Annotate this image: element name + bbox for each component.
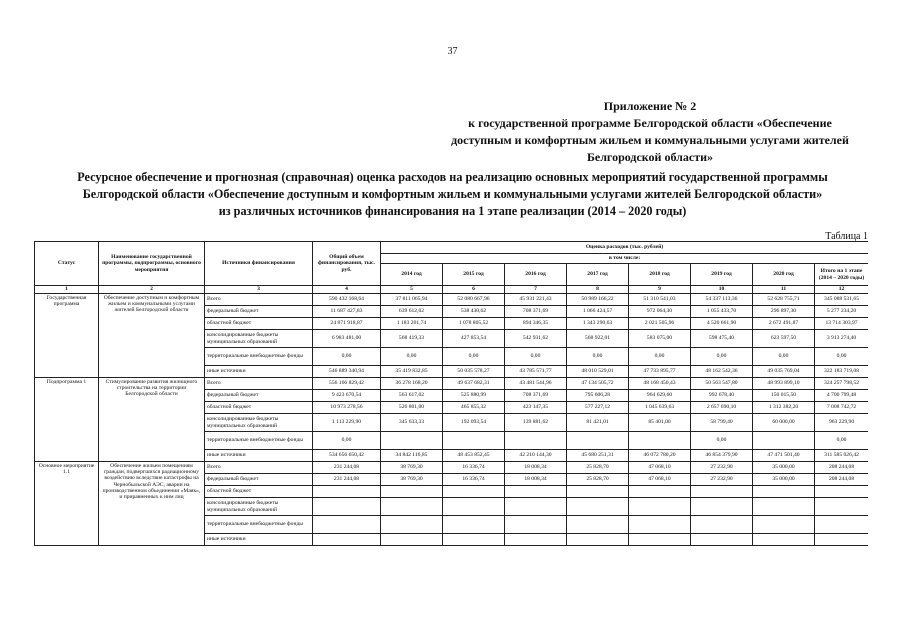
cell-stage-total — [815, 486, 869, 498]
column-number: 10 — [691, 286, 753, 294]
row-source: иные источники — [205, 534, 313, 546]
document-title-line: Ресурсное обеспечение и прогнозная (справочная) оценка расходов на реализацию основных мероприятий государственной программы — [77, 170, 828, 184]
cell-year-value: 427 853,54 — [443, 330, 505, 348]
row-source: консолидированные бюджеты муниципальных образований — [205, 330, 313, 348]
cell-year-value — [691, 516, 753, 534]
row-source: консолидированные бюджеты муниципальных образований — [205, 414, 313, 432]
cell-year-value — [505, 498, 567, 516]
header-year-total: Итого на 1 этапе (2014 – 2020 годы) — [815, 264, 869, 286]
cell-year-value — [753, 534, 815, 546]
cell-year-value — [381, 534, 443, 546]
header-year: 2015 год — [443, 264, 505, 286]
cell-total: 534 656 650,42 — [313, 450, 381, 462]
cell-year-value: 2 672 491,87 — [753, 318, 815, 330]
cell-year-value: 50 035 578,27 — [443, 366, 505, 378]
cell-year-value — [381, 498, 443, 516]
cell-total: 24 871 918,87 — [313, 318, 381, 330]
cell-year-value: 4 520 661,90 — [691, 318, 753, 330]
cell-year-value: 58 799,40 — [691, 414, 753, 432]
row-source: федеральный бюджет — [205, 306, 313, 318]
cell-year-value — [629, 516, 691, 534]
cell-year-value: 51 310 541,03 — [629, 294, 691, 306]
cell-total: 556 166 829,42 — [313, 378, 381, 390]
cell-total — [313, 516, 381, 534]
cell-year-value — [629, 498, 691, 516]
row-source: областной бюджет — [205, 402, 313, 414]
cell-year-value: 48 168 450,43 — [629, 378, 691, 390]
cell-total: 10 973 278,56 — [313, 402, 381, 414]
cell-year-value: 345 633,33 — [381, 414, 443, 432]
cell-year-value: 35 419 832,85 — [381, 366, 443, 378]
cell-year-value: 34 842 116,85 — [381, 450, 443, 462]
cell-total: 11 687 427,83 — [313, 306, 381, 318]
cell-year-value — [691, 486, 753, 498]
cell-year-value: 1 343 290,63 — [567, 318, 629, 330]
cell-year-value: 43 785 571,77 — [505, 366, 567, 378]
column-number: 4 — [313, 286, 381, 294]
table-container — [34, 241, 868, 613]
cell-year-value: 583 075,00 — [629, 330, 691, 348]
table-row — [35, 378, 869, 390]
cell-year-value: 192 093,54 — [443, 414, 505, 432]
column-number: 8 — [567, 286, 629, 294]
cell-year-value: 296 897,30 — [753, 306, 815, 318]
column-number: 2 — [99, 286, 205, 294]
cell-year-value — [691, 534, 753, 546]
cell-year-value: 35 000,00 — [753, 474, 815, 486]
cell-year-value: 36 278 168,20 — [381, 378, 443, 390]
cell-year-value: 0,00 — [753, 348, 815, 366]
row-source: Всего — [205, 378, 313, 390]
cell-year-value: 568 419,33 — [381, 330, 443, 348]
cell-year-value: 525 880,99 — [443, 390, 505, 402]
cell-stage-total: 0,00 — [815, 432, 869, 450]
cell-year-value: 27 232,90 — [691, 462, 753, 474]
row-source: федеральный бюджет — [205, 474, 313, 486]
appendix-line: доступным и комфортным жильем и коммунальными услугами жителей — [451, 133, 849, 147]
cell-year-value: 48 010 529,01 — [567, 366, 629, 378]
table-row — [35, 462, 869, 474]
row-status: Основное мероприятие 1.1 — [35, 462, 99, 546]
document-title — [40, 169, 865, 220]
row-source: областной бюджет — [205, 486, 313, 498]
header-year: 2017 год — [567, 264, 629, 286]
cell-year-value — [505, 486, 567, 498]
cell-year-value — [567, 498, 629, 516]
row-source: территориальные внебюджетные фонды — [205, 348, 313, 366]
cell-year-value: 47 068,10 — [629, 474, 691, 486]
cell-year-value: 150 015,50 — [753, 390, 815, 402]
cell-year-value: 0,00 — [691, 432, 753, 450]
cell-year-value: 52 080 667,96 — [443, 294, 505, 306]
cell-year-value: 639 612,02 — [381, 306, 443, 318]
header-year: 2014 год — [381, 264, 443, 286]
row-source: консолидированные бюджеты муниципальных образований — [205, 498, 313, 516]
cell-year-value: 18 008,34 — [505, 462, 567, 474]
cell-year-value: 563 617,02 — [381, 390, 443, 402]
column-number: 12 — [815, 286, 869, 294]
row-status: Подпрограмма 1 — [35, 378, 99, 462]
cell-year-value — [443, 498, 505, 516]
cell-year-value: 894 346,35 — [505, 318, 567, 330]
column-number: 5 — [381, 286, 443, 294]
cell-year-value: 45 931 221,43 — [505, 294, 567, 306]
cell-year-value: 1 066 424,57 — [567, 306, 629, 318]
cell-year-value — [381, 432, 443, 450]
cell-year-value: 0,00 — [567, 348, 629, 366]
appendix-line: к государственной программе Белгородской области «Обеспечение — [468, 116, 832, 130]
cell-year-value: 38 769,30 — [381, 462, 443, 474]
cell-year-value: 568 922,01 — [567, 330, 629, 348]
cell-year-value: 795 606,28 — [567, 390, 629, 402]
cell-year-value: 0,00 — [629, 348, 691, 366]
column-number: 3 — [205, 286, 313, 294]
cell-total — [313, 486, 381, 498]
cell-year-value — [753, 432, 815, 450]
cell-year-value: 49 637 682,31 — [443, 378, 505, 390]
cell-year-value — [443, 516, 505, 534]
cell-year-value — [691, 498, 753, 516]
cell-stage-total: 3 913 274,40 — [815, 330, 869, 348]
table-label: Таблица 1 — [825, 231, 868, 242]
cell-year-value — [753, 498, 815, 516]
cell-year-value — [629, 534, 691, 546]
cell-stage-total: 5 277 234,20 — [815, 306, 869, 318]
cell-year-value: 85 401,00 — [629, 414, 691, 432]
cell-stage-total: 324 257 798,52 — [815, 378, 869, 390]
cell-year-value — [629, 486, 691, 498]
cell-year-value — [443, 486, 505, 498]
cell-total: 9 423 670,54 — [313, 390, 381, 402]
cell-year-value: 0,00 — [691, 348, 753, 366]
cell-year-value — [381, 486, 443, 498]
header-incl: в том числе: — [381, 254, 869, 264]
cell-stage-total: 208 244,08 — [815, 462, 869, 474]
cell-year-value — [567, 432, 629, 450]
cell-year-value: 538 430,62 — [443, 306, 505, 318]
cell-year-value: 50 563 547,80 — [691, 378, 753, 390]
column-number: 11 — [753, 286, 815, 294]
header-estimate: Оценка расходов (тыс. рублей) — [381, 242, 869, 254]
cell-year-value: 708 371,69 — [505, 306, 567, 318]
cell-stage-total: 322 183 719,08 — [815, 366, 869, 378]
cell-year-value — [505, 534, 567, 546]
row-source: областной бюджет — [205, 318, 313, 330]
row-source: Всего — [205, 462, 313, 474]
cell-stage-total: 208 244,08 — [815, 474, 869, 486]
cell-total: 590 432 168,64 — [313, 294, 381, 306]
cell-year-value: 46 854 379,90 — [691, 450, 753, 462]
cell-year-value — [567, 486, 629, 498]
cell-year-value: 577 227,12 — [567, 402, 629, 414]
cell-year-value: 964 629,60 — [629, 390, 691, 402]
cell-year-value: 37 811 065,94 — [381, 294, 443, 306]
cell-total: 231 244,08 — [313, 474, 381, 486]
cell-year-value: 139 881,62 — [505, 414, 567, 432]
cell-year-value — [443, 534, 505, 546]
cell-year-value — [381, 516, 443, 534]
cell-stage-total — [815, 498, 869, 516]
document-title-line: Белгородской области «Обеспечение доступным и комфортным жильем и коммунальными услугами жителей Белгородской области» — [82, 187, 823, 201]
appendix-line: Белгородской области» — [586, 150, 714, 164]
resource-table — [34, 241, 868, 546]
row-name: Обеспечение доступным и комфортным жильем и коммунальными услугами жителей Белгородской области — [99, 294, 205, 378]
cell-total: 0,00 — [313, 432, 381, 450]
cell-year-value: 38 769,30 — [381, 474, 443, 486]
cell-year-value — [567, 516, 629, 534]
cell-stage-total — [815, 516, 869, 534]
cell-stage-total: 0,00 — [815, 348, 869, 366]
cell-year-value: 60 000,00 — [753, 414, 815, 432]
cell-year-value: 47 134 505,72 — [567, 378, 629, 390]
appendix-header — [430, 98, 870, 166]
cell-stage-total: 963 229,90 — [815, 414, 869, 432]
cell-year-value: 48 993 899,10 — [753, 378, 815, 390]
cell-year-value: 598 475,40 — [691, 330, 753, 348]
cell-year-value: 25 828,70 — [567, 474, 629, 486]
cell-year-value: 25 828,70 — [567, 462, 629, 474]
cell-year-value — [753, 486, 815, 498]
row-source: территориальные внебюджетные фонды — [205, 516, 313, 534]
cell-year-value: 35 000,00 — [753, 462, 815, 474]
cell-total: 231 244,08 — [313, 462, 381, 474]
cell-year-value: 47 471 501,40 — [753, 450, 815, 462]
row-source: федеральный бюджет — [205, 390, 313, 402]
cell-year-value: 54 337 113,36 — [691, 294, 753, 306]
cell-year-value: 0,00 — [443, 348, 505, 366]
column-number: 1 — [35, 286, 99, 294]
row-source: территориальные внебюджетные фонды — [205, 432, 313, 450]
cell-year-value: 2 657 690,10 — [691, 402, 753, 414]
cell-year-value: 992 678,40 — [691, 390, 753, 402]
cell-year-value — [567, 534, 629, 546]
cell-year-value: 48 162 542,36 — [691, 366, 753, 378]
column-number: 6 — [443, 286, 505, 294]
cell-year-value: 52 628 755,71 — [753, 294, 815, 306]
cell-total — [313, 534, 381, 546]
cell-year-value: 27 232,90 — [691, 474, 753, 486]
row-source: иные источники — [205, 450, 313, 462]
cell-stage-total: 4 700 799,48 — [815, 390, 869, 402]
cell-year-value: 46 072 780,20 — [629, 450, 691, 462]
cell-year-value: 1 045 639,63 — [629, 402, 691, 414]
cell-total: 1 113 229,90 — [313, 414, 381, 432]
row-source: иные источники — [205, 366, 313, 378]
cell-year-value: 1 055 433,70 — [691, 306, 753, 318]
header-year: 2018 год — [629, 264, 691, 286]
cell-year-value: 1 183 201,74 — [381, 318, 443, 330]
row-status: Государственная программа — [35, 294, 99, 378]
cell-year-value: 2 021 505,96 — [629, 318, 691, 330]
cell-year-value: 16 336,74 — [443, 474, 505, 486]
cell-stage-total — [815, 534, 869, 546]
cell-stage-total: 13 714 303,97 — [815, 318, 869, 330]
cell-year-value: 972 064,30 — [629, 306, 691, 318]
cell-year-value: 81 421,01 — [567, 414, 629, 432]
cell-total: 6 983 481,00 — [313, 330, 381, 348]
cell-year-value: 45 680 251,31 — [567, 450, 629, 462]
cell-year-value: 42 210 144,30 — [505, 450, 567, 462]
cell-year-value: 48 453 852,45 — [443, 450, 505, 462]
cell-stage-total: 7 008 742,72 — [815, 402, 869, 414]
header-year: 2016 год — [505, 264, 567, 286]
cell-year-value — [505, 516, 567, 534]
cell-year-value: 0,00 — [505, 348, 567, 366]
cell-total: 0,00 — [313, 348, 381, 366]
cell-year-value: 18 008,34 — [505, 474, 567, 486]
cell-total: 546 889 340,94 — [313, 366, 381, 378]
column-number: 7 — [505, 286, 567, 294]
cell-year-value: 16 336,74 — [443, 462, 505, 474]
cell-year-value: 47 068,10 — [629, 462, 691, 474]
cell-year-value: 47 733 895,77 — [629, 366, 691, 378]
row-name: Обеспечение жильем помещениям граждан, подвергшихся радиационному воздействию вследствие катастрофы на Чернобыльской АЭС, аварии на производственном объединении «Маяк», и приравненных к ним лиц — [99, 462, 205, 546]
cell-stage-total: 311 585 026,42 — [815, 450, 869, 462]
row-name: Стимулирование развития жилищного строительства на территории Белгородской области — [99, 378, 205, 462]
cell-year-value: 423 147,35 — [505, 402, 567, 414]
header-status: Статус — [35, 242, 99, 286]
page-number: 37 — [447, 46, 458, 57]
cell-year-value: 50 989 166,22 — [567, 294, 629, 306]
cell-year-value: 1 078 805,52 — [443, 318, 505, 330]
table-row — [35, 294, 869, 306]
cell-year-value: 1 312 382,20 — [753, 402, 815, 414]
header-year: 2019 год — [691, 264, 753, 286]
table-body — [35, 294, 869, 546]
column-number: 9 — [629, 286, 691, 294]
header-source: Источники финансирования — [205, 242, 313, 286]
appendix-title: Приложение № 2 — [603, 99, 697, 113]
document-title-line: из различных источников финансирования на 1 этапе реализации (2014 – 2020 годы) — [218, 204, 687, 218]
cell-total — [313, 498, 381, 516]
cell-year-value: 623 597,50 — [753, 330, 815, 348]
cell-year-value: 49 035 769,04 — [753, 366, 815, 378]
cell-year-value: 708 371,69 — [505, 390, 567, 402]
cell-year-value: 526 801,00 — [381, 402, 443, 414]
cell-year-value: 542 931,62 — [505, 330, 567, 348]
cell-year-value: 0,00 — [381, 348, 443, 366]
header-name: Наименование государственной программы, подпрограммы, основного мероприятия — [99, 242, 205, 286]
cell-year-value — [629, 432, 691, 450]
cell-stage-total: 345 088 531,65 — [815, 294, 869, 306]
cell-year-value: 465 855,32 — [443, 402, 505, 414]
cell-year-value — [443, 432, 505, 450]
cell-year-value — [505, 432, 567, 450]
cell-year-value — [753, 516, 815, 534]
row-source: Всего — [205, 294, 313, 306]
header-year: 2020 год — [753, 264, 815, 286]
cell-year-value: 43 481 544,96 — [505, 378, 567, 390]
header-total: Общий объем финансирования, тыс. руб. — [313, 242, 381, 286]
